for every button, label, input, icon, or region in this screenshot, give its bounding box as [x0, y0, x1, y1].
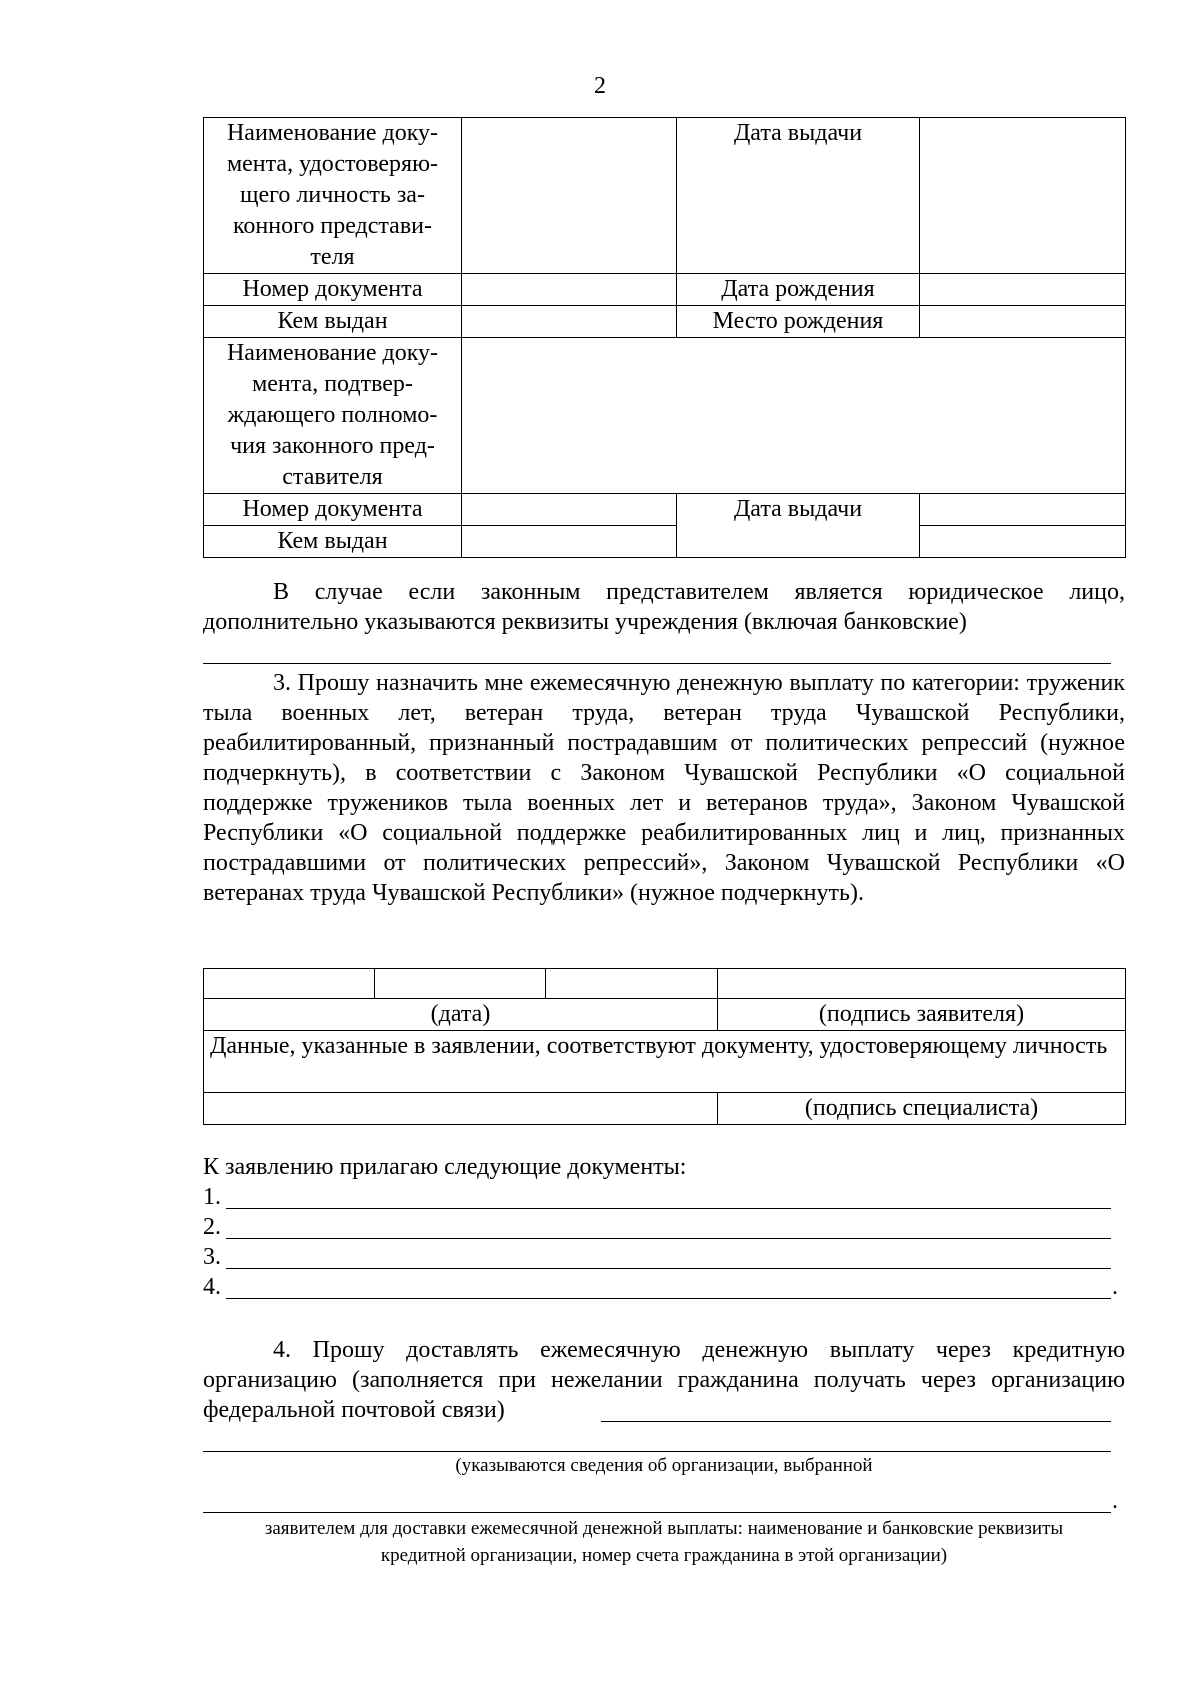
issue-date-field-2b[interactable]	[920, 526, 1126, 558]
issued-by-field-2[interactable]	[462, 526, 677, 558]
date-month-field[interactable]	[375, 969, 546, 999]
doc-number-field-2[interactable]	[462, 494, 677, 526]
signature-table	[203, 968, 1126, 1125]
attachments-end-mark: .	[1112, 1274, 1118, 1300]
issue-date-field[interactable]	[920, 118, 1126, 274]
legal-entity-note: В случае если законным представителем является юридическое лицо, дополнительно указываются реквизиты учреждения (включая банковские)	[203, 579, 1125, 635]
specialist-signature-field[interactable]	[204, 1093, 718, 1125]
doc-number-label-2: Номер документа	[204, 494, 462, 526]
rep-doc-name-field[interactable]	[462, 118, 677, 274]
attachment-line-4[interactable]	[226, 1298, 1111, 1299]
legal-entity-details-line[interactable]	[203, 663, 1111, 664]
applicant-signature-caption: (подпись заявителя)	[718, 999, 1126, 1031]
specialist-signature-caption: (подпись специалиста)	[718, 1093, 1126, 1125]
section-3-text: 3. Прошу назначить мне ежемесячную денежную выплату по категории: труженик тыла военных лет, ветеран труда, ветеран труда Чувашской Республики, реабилитированный, признанный пострадавшим от политических репрессий (нужное подчеркнуть), в соответствии с Законом Чувашской Республики «О социальной поддержке тружеников тыла военных лет и ветеранов труда», Законом Чувашской Республики «О социальной поддержке реабилитированных лиц и лиц, признанных пострадавшими от политических репрессий», Законом Чувашской Республики «О ветеранах труда Чувашской Республики» (нужное подчеркнуть).	[203, 670, 1125, 906]
attachment-number-1: 1.	[203, 1184, 221, 1210]
delivery-org-line-1[interactable]	[601, 1421, 1111, 1422]
birth-date-field[interactable]	[920, 274, 1126, 306]
attachments-heading: К заявлению прилагаю следующие документы:	[203, 1154, 687, 1180]
issue-date-label-2: Дата выдачи	[677, 494, 920, 558]
data-match-statement: Данные, указанные в заявлении, соответствуют документу, удостоверяющему личность	[204, 1031, 1126, 1093]
rep-doc-name-label: Наименование доку- мента, удостоверяю- щего личность за- конного представи- теля	[204, 118, 462, 274]
attachment-number-3: 3.	[203, 1244, 221, 1270]
delivery-caption-1: (указываются сведения об организации, выбранной	[455, 1455, 873, 1476]
date-caption: (дата)	[204, 999, 718, 1031]
page-number: 2	[594, 73, 606, 99]
representative-document-table	[203, 117, 1126, 558]
doc-number-label: Номер документа	[204, 274, 462, 306]
birth-place-label: Место рождения	[677, 306, 920, 338]
date-year-field[interactable]	[546, 969, 718, 999]
delivery-end-mark: .	[1112, 1488, 1118, 1514]
issue-date-label: Дата выдачи	[677, 118, 920, 274]
attachment-line-3[interactable]	[226, 1268, 1111, 1269]
birth-date-label: Дата рождения	[677, 274, 920, 306]
section-4-text: 4. Прошу доставлять ежемесячную денежную выплату через кредитную организацию (заполняется при нежелании гражданина получать через организацию федеральной почтовой связи)	[203, 1337, 1125, 1423]
date-day-field[interactable]	[204, 969, 375, 999]
attachment-number-4: 4.	[203, 1274, 221, 1300]
attachment-line-2[interactable]	[226, 1238, 1111, 1239]
delivery-org-line-3[interactable]	[203, 1512, 1111, 1513]
issued-by-field[interactable]	[462, 306, 677, 338]
issued-by-label-2: Кем выдан	[204, 526, 462, 558]
attachment-line-1[interactable]	[226, 1208, 1111, 1209]
birth-place-field[interactable]	[920, 306, 1126, 338]
issued-by-label: Кем выдан	[204, 306, 462, 338]
doc-number-field[interactable]	[462, 274, 677, 306]
delivery-caption-2: заявителем для доставки ежемесячной денежной выплаты: наименование и банковские реквизиты кредитной организации, номер счета гражданина в этой организации)	[264, 1518, 1064, 1566]
authority-doc-field[interactable]	[462, 338, 1126, 494]
applicant-signature-field[interactable]	[718, 969, 1126, 999]
issue-date-field-2[interactable]	[920, 494, 1126, 526]
attachment-number-2: 2.	[203, 1214, 221, 1240]
authority-doc-label: Наименование доку- мента, подтвер- ждающего полномо- чия законного пред- ставителя	[204, 338, 462, 494]
